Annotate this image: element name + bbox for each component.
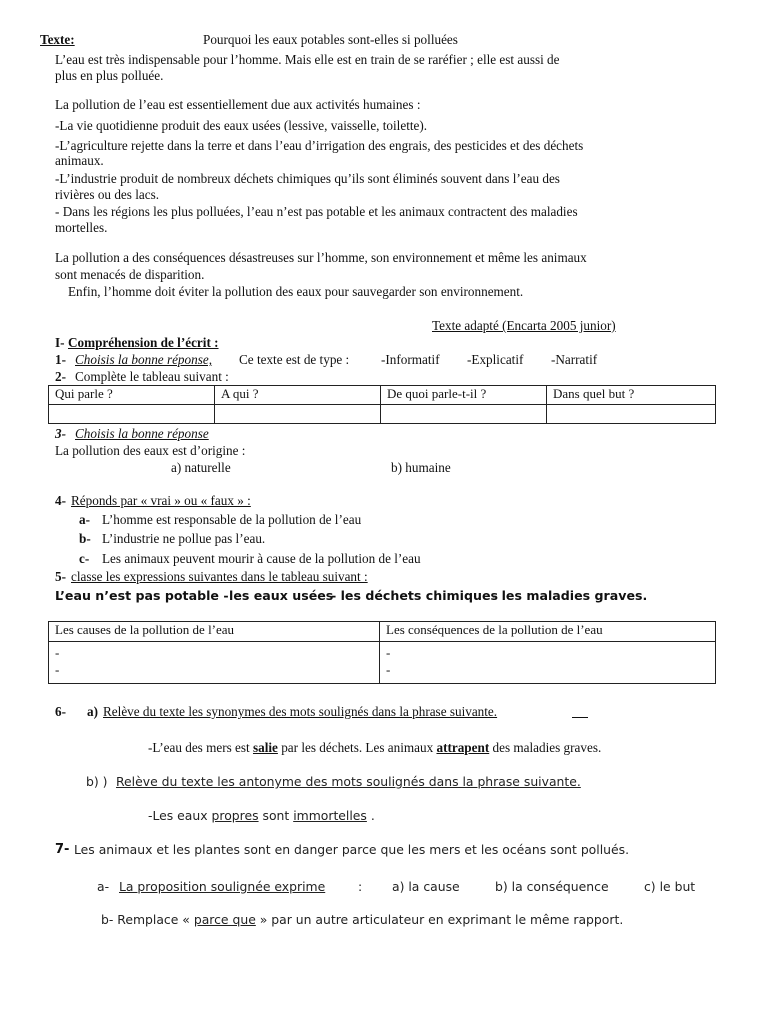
q7-b-sentence xyxy=(101,912,623,928)
text-source: Texte adapté (Encarta 2005 junior) xyxy=(432,318,616,333)
q3-text: La pollution des eaux est d’origine : xyxy=(55,443,246,458)
q4-b-text: L’industrie ne pollue pas l’eau. xyxy=(102,531,266,546)
paragraph-2-bullet-2-line-1: -L’agriculture rejette dans la terre et dans l’eau d’irrigation des engrais, des pesticides et des déchets xyxy=(55,138,584,153)
q6-a-sentence-part: par les déchets. Les animaux xyxy=(277,740,437,755)
q6-b-sentence-part: -Les eaux xyxy=(148,808,212,823)
section-number: I- xyxy=(55,335,65,350)
q2-header-a-qui: A qui ? xyxy=(215,386,381,405)
q1-option-informatif: -Informatif xyxy=(381,352,440,367)
paragraph-3-line-2: sont menacés de disparition. xyxy=(55,267,205,282)
q7-a-instruction: La proposition soulignée exprime xyxy=(119,879,326,894)
q6-b-instruction: Relève du texte les antonyme des mots soulignés dans la phrase suivante. xyxy=(116,774,581,789)
q7-b-word-parce-que: parce que xyxy=(193,912,256,927)
q5-dash: - xyxy=(55,645,60,660)
q2-header-qui-parle: Qui parle ? xyxy=(49,386,215,405)
paragraph-3-line-1: La pollution a des conséquences désastreuses sur l’homme, son environnement et même les animaux xyxy=(55,250,587,265)
text-label: Texte: xyxy=(40,32,75,47)
q1-instruction: Choisis la bonne réponse, xyxy=(75,352,213,367)
q1-number: 1- xyxy=(55,352,66,367)
q2-table xyxy=(48,385,716,424)
paragraph-2-bullet-4-line-1: - Dans les régions les plus polluées, l’eau n’est pas potable et les animaux contractent des maladies xyxy=(55,204,578,219)
q5-instruction: classe les expressions suivantes dans le tableau suivant : xyxy=(71,569,368,584)
q5-header-causes: Les causes de la pollution de l’eau xyxy=(49,622,380,642)
paragraph-1-line-2: plus en plus polluée. xyxy=(55,68,164,83)
q7-a-option-cause: a) la cause xyxy=(392,879,460,894)
q6-a-word-salie: salie xyxy=(252,740,278,755)
q2-answer-cell[interactable] xyxy=(49,405,215,424)
paragraph-1-line-1: L’eau est très indispensable pour l’homme. Mais elle est en train de se raréfier ; elle est aussi de xyxy=(55,52,560,67)
q1-text: Ce texte est de type : xyxy=(239,352,350,367)
q6-b-label: b) ) xyxy=(86,774,108,789)
q2-header-de-quoi: De quoi parle-t-il ? xyxy=(381,386,547,405)
paragraph-2-intro: La pollution de l’eau est essentiellement due aux activités humaines : xyxy=(55,97,421,112)
q6-a-underline-tail xyxy=(572,717,588,718)
q7-b-sentence-part: b- Remplace « xyxy=(101,912,194,927)
q5-consequences-cell[interactable] xyxy=(380,642,716,684)
q7-a-option-but: c) le but xyxy=(644,879,696,894)
q5-causes-cell[interactable] xyxy=(49,642,380,684)
q5-number: 5- xyxy=(55,569,66,584)
q7-a-colon: : xyxy=(358,879,363,894)
q5-expression-1: L’eau n’est pas potable - xyxy=(55,588,229,603)
q4-b-label: b- xyxy=(79,531,91,546)
q7-a-option-consequence: b) la conséquence xyxy=(495,879,609,894)
q6-b-sentence xyxy=(148,808,375,824)
q2-answer-cell[interactable] xyxy=(215,405,381,424)
q5-expression-3: - les déchets chimiques xyxy=(331,588,498,603)
q3-number: 3- xyxy=(55,426,66,441)
q6-a-instruction: Relève du texte les synonymes des mots soulignés dans la phrase suivante. xyxy=(103,704,498,719)
q6-a-sentence-part: des maladies graves. xyxy=(489,740,602,755)
paragraph-2-bullet-3-line-2: rivières ou des lacs. xyxy=(55,187,159,202)
q5-table xyxy=(48,621,716,684)
q5-dash: - xyxy=(386,645,391,660)
q3-option-b: b) humaine xyxy=(391,460,451,475)
q2-text: Complète le tableau suivant : xyxy=(75,369,229,384)
q4-c-label: c- xyxy=(79,551,90,566)
q2-answer-cell[interactable] xyxy=(381,405,547,424)
section-title: Compréhension de l’écrit : xyxy=(68,335,219,350)
paragraph-2-bullet-2-line-2: animaux. xyxy=(55,153,104,168)
q6-b-sentence-part: . xyxy=(366,808,375,823)
q2-number: 2- xyxy=(55,369,66,384)
q3-option-a: a) naturelle xyxy=(171,460,231,475)
q5-header-consequences: Les conséquences de la pollution de l’eau xyxy=(380,622,716,642)
q4-instruction: Réponds par « vrai » ou « faux » : xyxy=(71,493,251,508)
q5-expression-4: - les maladies graves. xyxy=(492,588,648,603)
q2-answer-cell[interactable] xyxy=(547,405,716,424)
q6-b-sentence-part: sont xyxy=(258,808,294,823)
q7-number: 7- xyxy=(55,842,70,857)
q2-header-dans-quel-but: Dans quel but ? xyxy=(547,386,716,405)
q6-a-sentence-part: -L’eau des mers est xyxy=(148,740,253,755)
q4-c-text: Les animaux peuvent mourir à cause de la pollution de l’eau xyxy=(102,551,421,566)
q1-option-explicatif: -Explicatif xyxy=(467,352,524,367)
paragraph-2-bullet-3-line-1: -L’industrie produit de nombreux déchets chimiques qu’ils sont éliminés souvent dans l’eau des xyxy=(55,171,560,186)
q7-text: Les animaux et les plantes sont en danger parce que les mers et les océans sont pollués. xyxy=(74,842,630,857)
q1-option-narratif: -Narratif xyxy=(551,352,598,367)
q6-a-label: a) xyxy=(87,704,98,719)
q5-dash: - xyxy=(55,662,60,677)
q4-number: 4- xyxy=(55,493,66,508)
q7-b-sentence-part: » par un autre articulateur en exprimant le même rapport. xyxy=(255,912,624,927)
q6-a-word-attrapent: attrapent xyxy=(436,740,490,755)
paragraph-2-bullet-1: -La vie quotidienne produit des eaux usées (lessive, vaisselle, toilette). xyxy=(55,118,428,133)
q7-a-label: a- xyxy=(97,879,110,894)
q4-a-label: a- xyxy=(79,512,90,527)
q6-b-word-immortelles: immortelles xyxy=(293,808,367,823)
q6-a-sentence xyxy=(148,740,601,756)
q6-number: 6- xyxy=(55,704,66,719)
q3-instruction: Choisis la bonne réponse xyxy=(75,426,209,441)
paragraph-3-line-3: Enfin, l’homme doit éviter la pollution des eaux pour sauvegarder son environnement. xyxy=(68,284,524,299)
text-title: Pourquoi les eaux potables sont-elles si polluées xyxy=(203,32,458,47)
q4-a-text: L’homme est responsable de la pollution de l’eau xyxy=(102,512,362,527)
q5-dash: - xyxy=(386,662,391,677)
paragraph-2-bullet-4-line-2: mortelles. xyxy=(55,220,108,235)
q6-b-word-propres: propres xyxy=(211,808,259,823)
q5-expression-2: les eaux usées xyxy=(229,588,334,603)
